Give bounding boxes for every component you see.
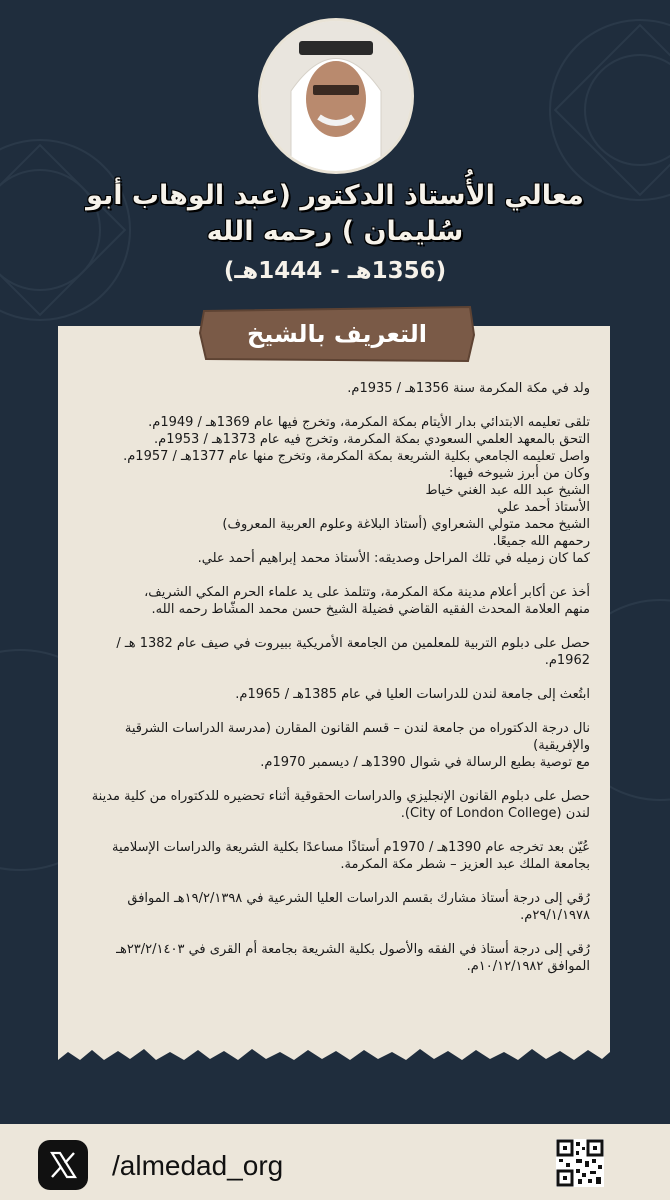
bio-paragraph-beirut-diploma: حصل على دبلوم التربية للمعلمين من الجامعة الأمريكية ببيروت في صيف عام 1382 هـ / 1962م. <box>116 636 590 668</box>
bio-paragraph-doctorate: نال درجة الدكتوراه من جامعة لندن – قسم القانون المقارن (مدرسة الدراسات الشرقية والإفريقية) مع توصية بطبع الرسالة في شوال 1390هـ / ديسمبر 1970م. <box>124 721 590 770</box>
section-banner-label: التعريف بالشيخ <box>246 320 427 348</box>
bio-paragraph-associate-professor: رُقي إلى درجة أستاذ مشارك بقسم الدراسات العليا الشرعية في ١٩/٢/١٣٩٨هـ الموافق ٢٩/١/١٩٧٨م. <box>127 891 590 923</box>
bio-paragraph-appointment: عُيّن بعد تخرجه عام 1390هـ / 1970م أستاذًا مساعدًا بكلية الشريعة والدراسات الإسلامية بجامعة الملك عبد العزيز – شطر مكة المكرمة. <box>111 840 590 872</box>
bio-paragraph-full-professor: رُقي إلى درجة أستاذ في الفقه والأصول بكلية الشريعة بجامعة أم القرى في ٢٣/٢/١٤٠٣هـ الموافق ١٠/١٢/١٩٨٢م. <box>116 942 590 974</box>
bio-paragraph-birth: ولد في مكة المكرمة سنة 1356هـ / 1935م. <box>347 381 590 396</box>
portrait-image <box>261 21 411 171</box>
social-handle[interactable]: /almedad_org <box>112 1150 284 1181</box>
bio-paragraph-education: تلقى تعليمه الابتدائي بدار الأيتام بمكة المكرمة، وتخرج فيها عام 1369هـ / 1949م. التحق بالمعهد العلمي السعودي بمكة المكرمة، وتخرج فيه عام 1373هـ / 1953م. واصل تعليمه الجامعي بكلية الشريعة بمكة المكرمة، وتخرج منها عام 1377هـ / 1957م. وكان من أبرز شيوخه فيها: الشيخ عبد الله عبد الغني خياط الأستاذ أحمد علي الشيخ محمد متولي الشعراوي (أستاذ البلاغة وعلوم العربية المعروف) رحمهم الله جميعًا. كما كان زميله في تلك المراحل وصديقه: الأستاذ محمد إبراهيم أحمد علي. <box>123 415 590 566</box>
qr-code-graphic <box>556 1139 604 1187</box>
lifespan-dates: (1356هـ - 1444هـ) <box>223 258 447 284</box>
x-logo-icon <box>38 1140 88 1190</box>
bio-paragraph-law-diploma: حصل على دبلوم القانون الإنجليزي والدراسات الحقوقية أثناء تحضيره للدكتوراه من كلية مدينة لندن (City of London College). <box>91 789 590 821</box>
qr-code-icon[interactable] <box>556 1139 604 1187</box>
biography-text <box>76 380 590 1040</box>
bio-paragraph-london-scholarship: ابتُعث إلى جامعة لندن للدراسات العليا في عام 1385هـ / 1965م. <box>235 687 590 702</box>
page-title: معالي الأُستاذ الدكتور (عبد الوهاب أبو سُليمان ) رحمه الله <box>86 180 584 247</box>
bio-paragraph-teachers: أخذ عن أكابر أعلام مدينة مكة المكرمة، وتتلمذ على يد علماء الحرم المكي الشريف، منهم العلامة المحدث الفقيه القاضي فضيلة الشيخ حسن محمد المشّاط رحمه الله. <box>144 585 590 617</box>
sheikh-portrait <box>258 18 414 174</box>
x-social-icon[interactable] <box>38 1140 88 1190</box>
